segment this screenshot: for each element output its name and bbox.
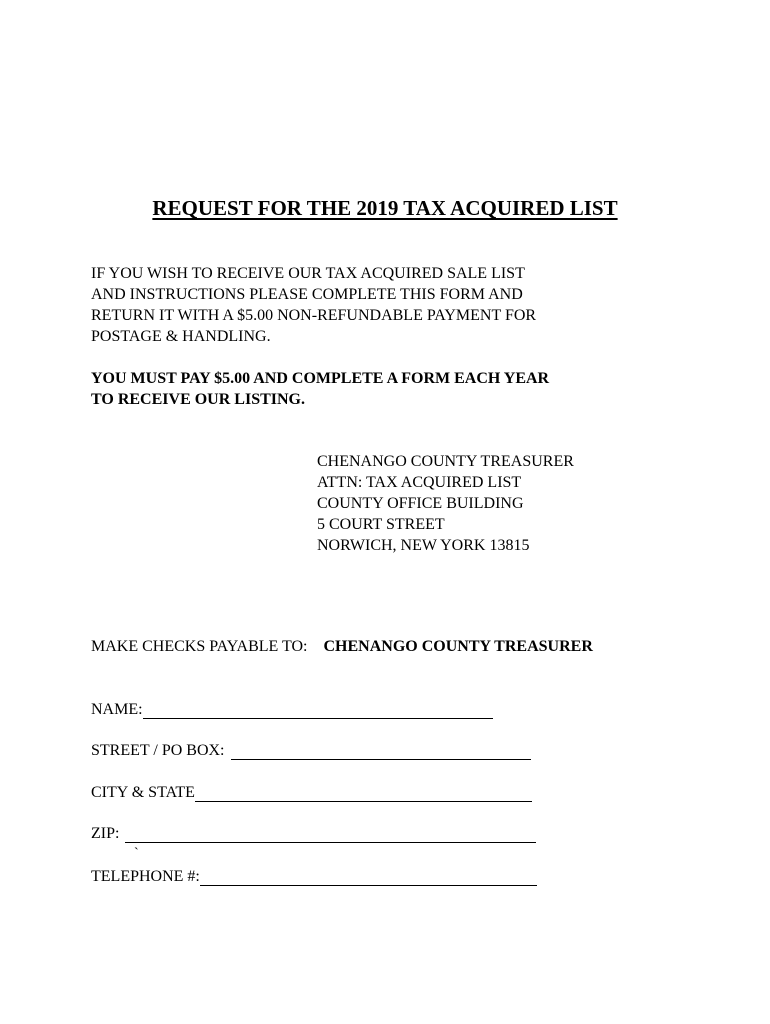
intro-line: RETURN IT WITH A $5.00 NON-REFUNDABLE PAYMENT FOR [91, 307, 537, 324]
address-line: COUNTY OFFICE BUILDING [317, 495, 524, 512]
payable-label: MAKE CHECKS PAYABLE TO: [91, 638, 308, 655]
street-label: STREET / PO BOX: [91, 742, 225, 759]
name-blank[interactable] [143, 703, 493, 719]
notice-line: YOU MUST PAY $5.00 AND COMPLETE A FORM EACH YEAR [91, 370, 550, 387]
checks-payable-line [91, 638, 593, 656]
address-line: NORWICH, NEW YORK 13815 [317, 537, 530, 554]
address-line: 5 COURT STREET [317, 516, 445, 533]
street-blank[interactable] [231, 744, 531, 760]
telephone-field[interactable] [91, 868, 537, 886]
payable-payee: CHENANGO COUNTY TREASURER [323, 638, 593, 655]
intro-line: POSTAGE & HANDLING. [91, 328, 271, 345]
page-title: REQUEST FOR THE 2019 TAX ACQUIRED LIST [152, 196, 618, 220]
telephone-label: TELEPHONE #: [91, 868, 200, 885]
city-state-label: CITY & STATE [91, 784, 195, 801]
zip-label: ZIP: [91, 825, 120, 842]
city-state-blank[interactable] [195, 786, 532, 802]
stray-mark: ` [134, 846, 139, 861]
city-state-field[interactable] [91, 784, 532, 802]
telephone-blank[interactable] [200, 870, 537, 886]
address-line: ATTN: TAX ACQUIRED LIST [317, 474, 522, 491]
intro-paragraph [91, 263, 651, 347]
street-field[interactable] [91, 742, 531, 760]
name-label: NAME: [91, 701, 143, 718]
zip-field[interactable] [91, 825, 536, 843]
address-line: CHENANGO COUNTY TREASURER [317, 453, 574, 470]
zip-blank[interactable] [125, 827, 536, 843]
name-field[interactable] [91, 701, 493, 719]
payment-notice [91, 368, 651, 410]
intro-line: AND INSTRUCTIONS PLEASE COMPLETE THIS FORM AND [91, 286, 523, 303]
notice-line: TO RECEIVE OUR LISTING. [91, 391, 305, 408]
mailing-address [317, 451, 574, 556]
intro-line: IF YOU WISH TO RECEIVE OUR TAX ACQUIRED SALE LIST [91, 265, 525, 282]
